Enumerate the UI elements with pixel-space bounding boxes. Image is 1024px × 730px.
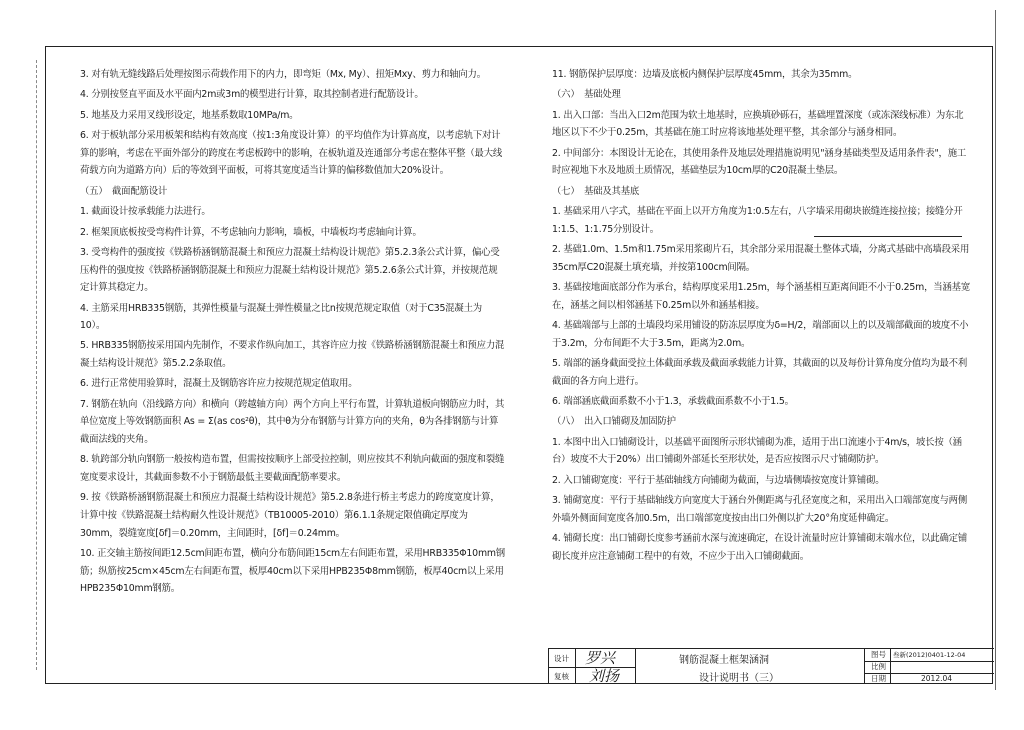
underline-mark xyxy=(814,236,962,237)
paragraph: 4. 分别按竖直平面及水平面内2m或3m的模型进行计算，取其控制者进行配筋设计。 xyxy=(80,89,424,101)
paragraph: 4. 基础端部与上部的土墙段均采用铺设的防冻层厚度为δ=H/2，端部面以上的以及端部截面的坡度不小于3.2m，分布间距不大于3.5m，距离为2.0m。 xyxy=(552,320,969,349)
paragraph: 2. 框架顶底板按受弯构件计算，不考虑轴向力影响，墙板，中墙板均考虑轴向计算。 xyxy=(80,226,422,238)
binding-margin-dashes xyxy=(36,60,45,670)
paragraph: 7. 钢筋在轨向（沿线路方向）和横向（跨越轴方向）两个方向上平行布置，计算轨道板向钢筋应力时，其单位宽度上等效钢筋面积 As = Σ(as cos²θ)，其中θ为分布钢筋与计算方向的夹角，θ为各排钢筋与计算截面法线的夹角。 xyxy=(80,398,505,446)
section-heading: （六） 基础处理 xyxy=(552,89,621,101)
paragraph: 10. 正交轴主筋按间距12.5cm间距布置，横向分布筋间距15cm左右间距布置，采用HRB335Φ10mm钢筋；纵筋按25cm×45cm左右间距布置，板厚40cm以下采用HPB235Φ8mm钢筋，板厚40cm以上采用HPB235Φ10mm钢筋。 xyxy=(80,548,505,595)
paragraph: 6. 进行正常使用验算时，混凝土及钢筋容许应力按规范规定值取用。 xyxy=(80,378,358,390)
title-block xyxy=(548,648,994,684)
review-label: 复核 xyxy=(554,672,569,681)
paragraph: 2. 中间部分：本图设计无论在，其使用条件及地层处理措施说明见"涵身基础类型及适用条件表"，施工时应视地下水及地质土质情况，基础垫层为10cm厚的C20混凝土垫层。 xyxy=(552,147,967,177)
date-label: 日期 xyxy=(871,674,886,683)
right-column xyxy=(552,66,970,568)
date-value: 2012.04 xyxy=(921,674,953,683)
outer-border-line xyxy=(995,10,996,690)
paragraph: 5. HRB335钢筋按采用国内先制作，不要求作纵向加工，其容许应力按《铁路桥涵钢筋混凝土和预应力混凝土结构设计规范》第5.2.2条取值。 xyxy=(80,340,505,370)
left-column xyxy=(80,66,505,601)
scale-label: 比例 xyxy=(871,662,886,671)
paragraph: 3. 铺砌宽度：平行于基础轴线方向宽度大于涵台外侧距离与孔径宽度之和，采用出入口端部宽度与两侧外墙外侧面间宽度各加0.5m，出口端部宽度按由出口外侧以扩大20°角度延伸确定。 xyxy=(552,495,968,524)
review-signature: 刘扬 xyxy=(589,667,620,685)
design-signature: 罗兴 xyxy=(585,649,616,667)
paragraph: 5. 端部的涵身截面受拉土体截面承载及截面承载能力计算，其截面的以及每份计算角度分值均为最不利截面的各方向上进行。 xyxy=(552,358,968,387)
design-label: 设计 xyxy=(554,654,569,663)
section-heading: （五） 截面配筋设计 xyxy=(80,185,168,197)
section-heading: （七） 基础及其基底 xyxy=(552,185,640,197)
paragraph: 1. 本图中出入口铺砌设计，以基础平面图所示形状铺砌为准，适用于出口流速小于4m/s，坡长按（涵台）坡度不大于20%）出口铺砌外部延长至形状处，是否应按图示尺寸铺砌防护。 xyxy=(552,436,962,466)
drawing-subtitle: 设计说明书（三） xyxy=(699,673,779,684)
drawing-title: 钢筋混凝土框架涵洞 xyxy=(679,655,769,666)
paragraph: 8. 轨跨部分轨向钢筋一般按构造布置，但需按按顺序上部受拉控制，则应按其不利轨向截面的强度和裂缝宽度要求设计，其截面参数不小于钢筋最低主要截面配筋率要求。 xyxy=(80,454,505,484)
paragraph: 9. 按《铁路桥涵钢筋混凝土和预应力混凝土结构设计规范》第5.2.8条进行桥主考虑力的跨度宽度计算，计算中按《铁路混凝土结构耐久性设计规范》（TB10005-2010）第6.1.1条规定限值确定厚度为30mm，裂缝宽度[δf]＝0.20mm，主间距时，[δf]＝0.24mm。 xyxy=(80,492,500,539)
paragraph: 2. 基础1.0m、1.5m和1.75m采用浆砌片石，其余部分采用混凝土整体式墙，分离式基础中高墙段采用35cm厚C20混凝土填充墙，并按第100cm间隔。 xyxy=(552,244,970,273)
drawing-no-label: 图号 xyxy=(871,650,886,659)
paragraph: 3. 受弯构件的强度按《铁路桥涵钢筋混凝土和预应力混凝土结构设计规范》第5.2.3条公式计算，偏心受压构件的强度按《铁路桥涵钢筋混凝土和预应力混凝土结构设计规范》第5.2.6条公式计算，并按规范规定计算其稳定力。 xyxy=(80,246,500,294)
paragraph: 3. 基础按地面底部分作为承台，结构厚度采用1.25m，每个涵基相互距离间距不小于0.25m，当涵基宽在，涵基之间以相邻涵基下0.25m以外和涵基相接。 xyxy=(552,282,970,311)
paragraph: 5. 地基及力采用叉线形设定，地基系数取10MPa/m。 xyxy=(80,109,299,121)
paragraph: 3. 对有轨无缝线路后处理按图示荷载作用下的内力，即弯矩（Mx, My）、扭矩Mxy、剪力和轴向力。 xyxy=(80,69,486,80)
paragraph: 6. 对于板轨部分采用板架和结构有效高度（按1:3角度设计算）的平均值作为计算高度，以考虑轨下对计算的影响，考虑在平面外部分的跨度在考虑板跨中的影响，在板轨道及连通部分考虑在整体平整（最大线荷载方向为道路方向）后的等效到平面板，可将其宽度适当计算的偏移数值加大20%设计。 xyxy=(80,130,503,177)
paragraph: 11. 钢筋保护层厚度：边墙及底板内侧保护层厚度45mm，其余为35mm。 xyxy=(552,69,858,80)
paragraph: 6. 端部涵底截面系数不小于1.3，承载截面系数不小于1.5。 xyxy=(552,396,794,408)
paragraph: 4. 铺砌长度：出口铺砌长度参考涵前水深与流速确定，在设计流量时应计算铺砌末端水位，以此确定铺砌长度并应注意铺砌工程中的有效，不应少于出入口铺砌截面。 xyxy=(552,533,968,562)
paragraph: 2. 入口铺砌宽度：平行于基础轴线方向铺砌为截面，与边墙侧墙按宽度计算铺砌。 xyxy=(552,474,885,486)
paragraph: 1. 基础采用八字式，基础在平面上以开方角度为1:0.5左右，八字墙采用砌块嵌缝连接拉接；接缝分开1:1.5、1:1.75分别设计。 xyxy=(552,206,963,235)
paragraph: 1. 出入口部：当出入口2m范围为软土地基时，应换填砂砾石，基础埋置深度（或冻深线标准）为东北地区以下不少于0.25m，其基础在施工时应将该地基处理平整，其余部分与涵身相同。 xyxy=(552,109,964,139)
paragraph: 1. 截面设计按承载能力法进行。 xyxy=(80,206,211,218)
paragraph: 4. 主筋采用HRB335钢筋，其弹性模量与混凝土弹性模量之比n按规范规定取值（对于C35混凝土为10）。 xyxy=(80,302,482,332)
drawing-no: 叁新(2012)0401-12-04 xyxy=(893,651,966,659)
section-heading: （八） 出入口铺砌及加固防护 xyxy=(552,416,676,428)
